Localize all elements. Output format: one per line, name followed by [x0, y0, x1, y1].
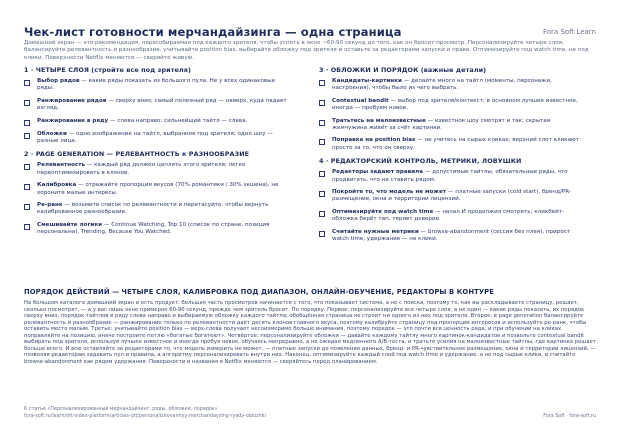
checklist-item — [319, 118, 587, 133]
checkbox[interactable] — [24, 224, 30, 230]
checklist-item-text — [37, 98, 292, 113]
action-title: ПОРЯДОК ДЕЙСТВИЙ — ЧЕТЫРЕ СЛОЯ, КАЛИБРОВКА ПОД ДИАПАЗОН, ОНЛАЙН-ОБУЧЕНИЕ, РЕДАКТОРЫ В КОНТУРЕ — [24, 288, 495, 296]
checkbox[interactable] — [319, 139, 325, 145]
footer-article-ref: К статье «Персонализированный мерчандайзинг: ряды, обложки, порядок» — [24, 407, 218, 412]
checklist-item-term: Кандидаты-картинки — [332, 78, 402, 84]
checklist-item-text — [332, 209, 587, 224]
checklist-item-text — [332, 118, 587, 133]
checklist-layers — [24, 78, 292, 145]
checklist-item-text — [37, 202, 292, 217]
checkbox[interactable] — [24, 133, 30, 139]
checkbox[interactable] — [24, 184, 30, 190]
checklist-item-desc: — не учитесь на сырых кликах; верхний слот кликают просто за то, что он сверху. — [332, 137, 579, 151]
checkbox[interactable] — [24, 204, 30, 210]
checklist-item-text — [37, 131, 292, 146]
checklist-item-text — [332, 98, 587, 113]
checklist-item — [319, 229, 587, 244]
checklist-item-term: Считайте нужные метрики — [332, 228, 419, 235]
checklist-item-desc: — какие ряды показать из большого пула. Не у всех одинаковые ряды. — [37, 78, 276, 92]
checklist-item — [24, 222, 292, 237]
checkbox[interactable] — [319, 80, 325, 86]
checklist-item-term: Поправка на position bias — [332, 137, 416, 144]
checklist-item-term: Релевантность — [37, 162, 86, 169]
checklist-item-term: Покройте то, что модель не может — [332, 189, 447, 196]
footer-url[interactable]: fora-soft.ru/learn/ott-video-platform/articles-ott/personalizirovannyy-merchandayzing-ryady-oblozhki — [24, 413, 266, 419]
section-title-artwork: 3 · ОБЛОЖКИ И ПОРЯДОК (важные детали) — [319, 66, 487, 74]
checklist-item-desc: — отражайте пропорции вкусов (70% романтики / 30% экшена), не хороните малые интересы. — [37, 182, 279, 196]
section-title-layers: 1 · ЧЕТЫРЕ СЛОЯ (стройте все под зрителя) — [24, 66, 191, 74]
checklist-item-text — [37, 78, 292, 93]
checklist-item — [319, 209, 587, 224]
checkbox[interactable] — [319, 171, 325, 177]
checkbox[interactable] — [319, 211, 325, 217]
checkbox[interactable] — [24, 164, 30, 170]
checklist-item-desc: — возьмите список по релевантности и перетасуйте, чтобы вернуть калиброванное разнообразие. — [37, 202, 269, 216]
checkbox[interactable] — [319, 100, 325, 106]
checklist-editorial — [319, 169, 587, 243]
checklist-page-generation — [24, 162, 292, 236]
checklist-item — [24, 162, 292, 177]
checklist-item — [24, 78, 292, 93]
checklist-item-desc: — начал И продолжил смотреть; кликбейт-обложка берёт тап, теряет доверие. — [332, 208, 565, 223]
checklist-item-term: Тратьтесь на малоизвестные — [332, 117, 426, 124]
checklist-item-text — [332, 189, 587, 204]
checklist-item-term: Ранжирование рядов — [37, 97, 107, 104]
checklist-item — [24, 118, 292, 126]
section-title-editorial: 4 · РЕДАКТОРСКИЙ КОНТРОЛЬ, МЕТРИКИ, ЛОВУШКИ — [319, 157, 522, 166]
checklist-item — [319, 137, 587, 152]
checklist-item — [24, 182, 292, 197]
checklist-item-term: Редакторы задают правила — [332, 169, 423, 176]
checklist-item-desc: — допустимые тайтлы, обязательные ряды, что продвигать, что не ставить рядом. — [332, 169, 568, 183]
checklist-item — [319, 78, 587, 93]
checklist-item-desc: — платные запуски (cold start), бренд/PR-размещение, окна и территории лицензий. — [332, 189, 571, 203]
checklist-item — [24, 98, 292, 113]
checkbox[interactable] — [24, 100, 30, 106]
checklist-artwork — [319, 78, 587, 152]
checklist-item-term: Оптимизируйте под watch time — [332, 208, 434, 215]
checklist-item-text — [332, 78, 587, 93]
checkbox[interactable] — [319, 231, 325, 237]
checklist-item-term: Обложки — [37, 130, 67, 137]
checklist-item-term: Калибровка — [37, 182, 77, 189]
checklist-item-desc: — сверху вниз; самый полезный ряд — наверх, куда падает взгляд. — [37, 97, 287, 112]
checklist-item-desc: — одно изображение на тайтл, выбранное под зрителя; одно шоу — разные лица. — [37, 130, 273, 145]
checklist-item-text — [37, 162, 292, 177]
checklist-item-desc: — известное шоу смотрят и так; скрытая жемчужина живёт за счёт картинки. — [332, 117, 551, 132]
checklist-item — [319, 98, 587, 113]
checklist-item-text — [332, 169, 587, 184]
checkbox[interactable] — [24, 120, 30, 126]
checklist-item — [24, 202, 292, 217]
section-title-page-generation: 2 · PAGE GENERATION — РЕЛЕВАНТНОСТЬ к РАЗНООБРАЗИЕ — [24, 150, 250, 159]
checklist-item-term: Contextual bandit — [332, 97, 389, 104]
checklist-item — [319, 189, 587, 204]
checklist-item-desc: — browse-abandonment (сессия без плея), прирост watch time, удержание — не клики. — [332, 228, 571, 243]
action-paragraph: На большом каталоге домашний экран и есть продукт: большая часть просмотров начинается с того, что показывает система, а не с поиска, поэтому то, как вы раскладываете страницу, решает, сколько посмотрят, — а у вас лишь окно примерно 60-90 секунд, прежде чем зритель бросит. По порядку. Первое: персонализируйте все четыре слоя, а не один — какие ряды показать, их порядок сверху вниз, порядок тайтлов в ряду слева направо и выбираемую обложку каждого тайтла; обобщённая страница не строит ни одного из них под зрителя. Второе: в page generation балансируйте релевантность и разнообразие — ранжирование только по релевантности даёт десять клонов главного вкуса, поэтому калибруйте страницу под пропорции интересов и используйте ре-ранк, чтобы оставить место малым. Третье: учитывайте position bias — верх-слева получает несоизмеримо больше внимания, поэтому порядок — это почти вся ценность ряда, и при обучении на кликах поправляйте на позицию, иначе построите петлю «богатые богатеют». Четвёртое: персонализируйте обложки — давайте каждому тайтлу много картинок-кандидатов и позвольте contextual bandit выбирать под зрителя, используя лучшее известное и иногда пробуя новое, обучаясь непрерывно, а не ожидая медленного A/B-теста, и тратьте усилия на малоизвестные тайтлы, где картинка решает больше всего. И всю оставляйте за редакторами то, что модель измерить не может, — платные запуски до появления данных, бренд- и PR-чувствительное размещение, окна и территории лицензий, — позволяя редакторам задавать пул и правила, а алгоритму персонализировать внутри них. Наконец, оптимизируйте каждый слой под watch time и удержание, а не под сырые клики, и считайте browse-abandonment как рядом удержания. Поверхности и названия в Netflix меняются — сверяйтесь перед планированием. — [24, 300, 596, 365]
checklist-item — [24, 131, 292, 146]
checklist-item-term: Выбор рядов — [37, 78, 80, 84]
brand-label: Fora Soft Learn — [542, 28, 596, 36]
checkbox[interactable] — [24, 80, 30, 86]
footer-source — [24, 407, 266, 420]
checklist-item-desc: — выбор под зрителя/контекст; в основном лучшее известное, иногда — пробуем новое. — [332, 97, 578, 112]
checklist-item-text — [332, 137, 587, 152]
checklist-item-text — [332, 229, 587, 244]
checklist-item-desc: — слева направо; сильнейший тайтл — слева. — [108, 117, 248, 124]
checkbox[interactable] — [319, 191, 325, 197]
checklist-item-desc: — каждый ряд должен цеплять этого зрителя; легко переоптимизировать в клонов. — [37, 162, 246, 176]
action-block — [24, 288, 598, 365]
checklist-item — [319, 169, 587, 184]
right-column — [319, 66, 587, 249]
checklist-item-text — [37, 182, 292, 197]
intro-paragraph: Домашний экран — это рекомендация, пересобираемая под каждого зрителя, чтобы успеть в окно ~60-90 секунд до того, как он бросит просмотр. Персонализируйте четыре слоя, балансируйте релевантность и разнообразие, учитывайте position bias, выбирайте обложку под зрителя и оставьте за редакторами запуски и права. Оптимизируйте под watch time, не под клики. Поверхности Netflix меняются — сверяйте живую. — [24, 40, 589, 61]
page-title: Чек-лист готовности мерчандайзинга — одна страница — [24, 25, 402, 39]
left-column — [24, 66, 292, 242]
checklist-item-term: Ранжирование в ряду — [37, 117, 109, 124]
footer-brand: Fora Soft · fora-soft.ru — [543, 414, 596, 419]
checklist-item-desc: — Continue Watching, Top 10 (список по стране, позиция персональна), Trending, Because You Watched. — [37, 221, 270, 236]
checklist-item-text — [37, 222, 292, 237]
checklist-item-term: Ре-ранк — [37, 202, 63, 209]
checkbox[interactable] — [319, 120, 325, 126]
checklist-item-text — [37, 118, 247, 126]
checklist-item-term: Смешивайте логики — [37, 221, 103, 228]
checklist-item-desc: — делайте много на тайтл (моменты, персонажи, настроения), чтобы было из чего выбрать. — [332, 78, 552, 92]
